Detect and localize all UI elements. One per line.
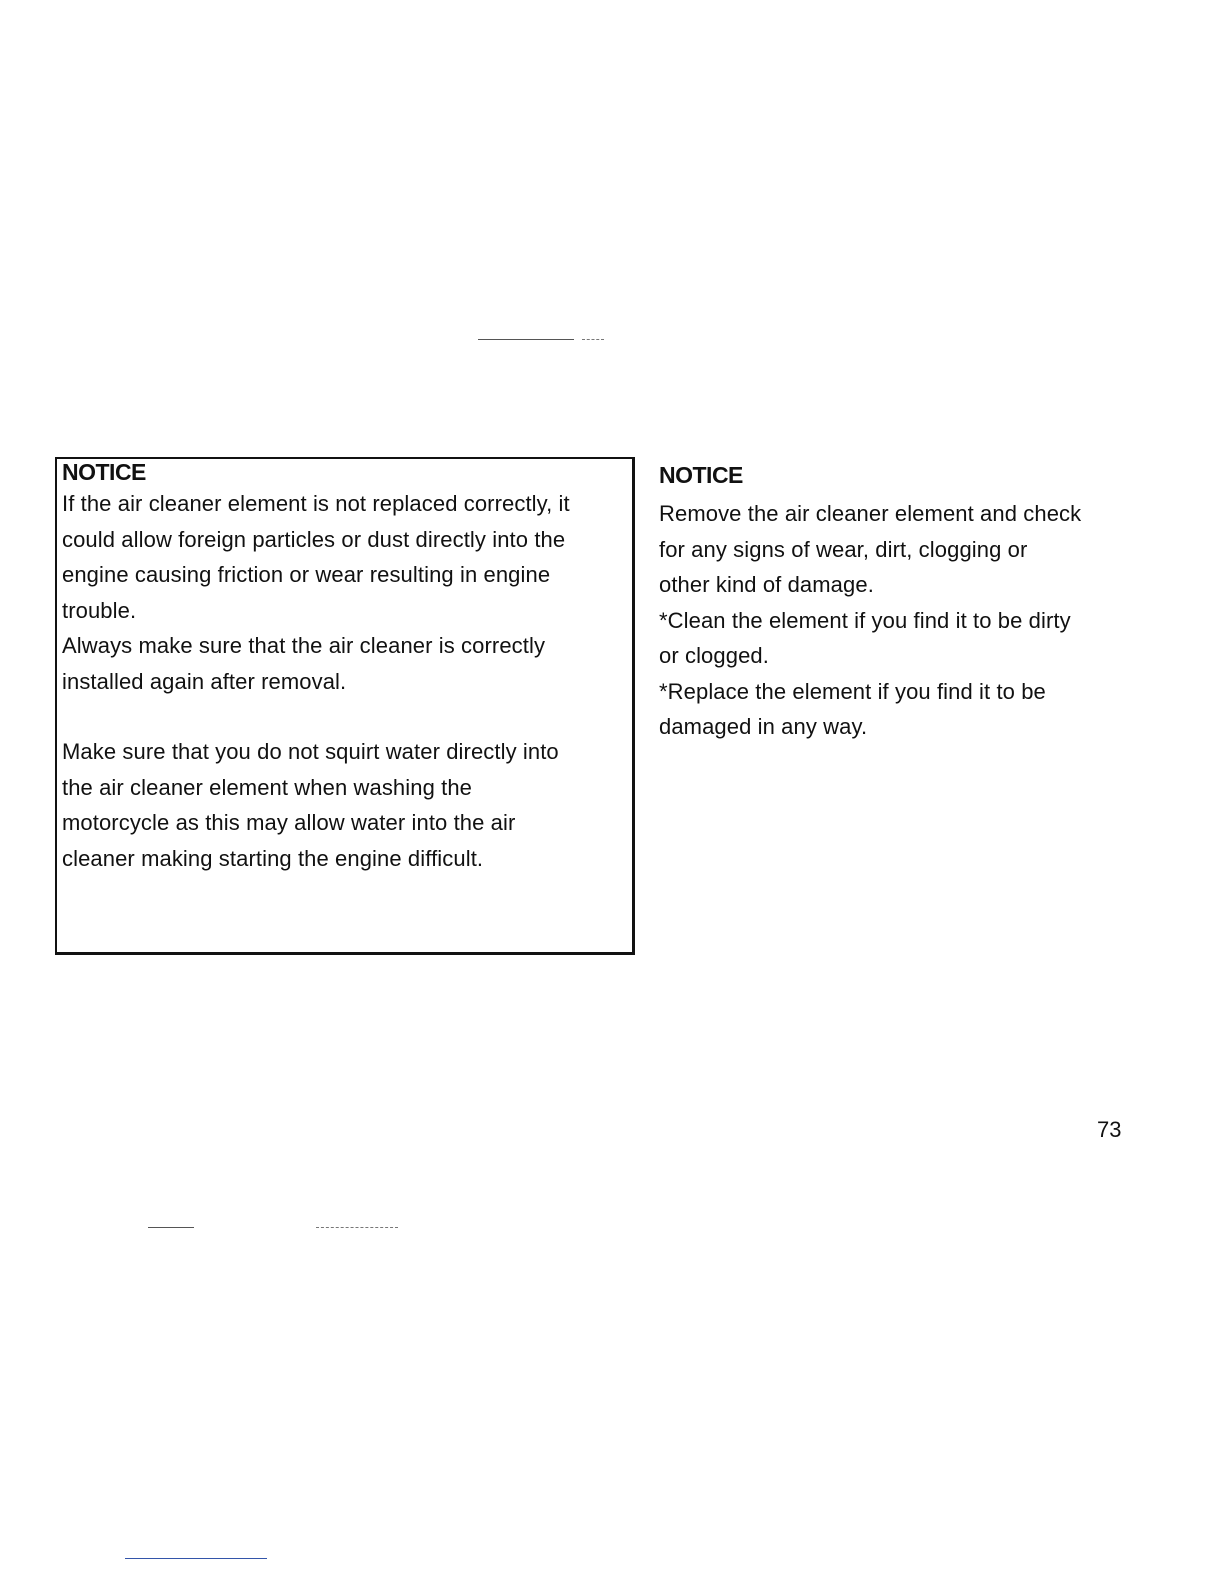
notice-line: damaged in any way. [659,714,868,739]
notice-line: installed again after removal. [62,668,347,694]
scan-artifact-line [478,339,574,340]
notice-line: other kind of damage. [659,572,874,597]
notice-line: for any signs of wear, dirt, clogging or [659,536,1028,562]
notice-title: NOTICE [659,462,743,488]
paragraph-gap [62,699,632,734]
notice-line: *Replace the element if you find it to be [659,678,1046,704]
notice-box [55,457,635,955]
notice-line: If the air cleaner element is not replaced correctly, it [62,491,570,516]
notice-line: could allow foreign particles or dust directly into the [62,526,566,552]
notice-line: engine causing friction or wear resulting in engine [62,562,551,587]
notice-line: motorcycle as this may allow water into the air [62,810,516,835]
notice-title: NOTICE [62,459,146,485]
notice-line: the air cleaner element when washing the [62,774,473,800]
right-notice [659,460,1139,745]
notice-line: *Clean the element if you find it to be dirty [659,607,1071,633]
notice-line: trouble. [62,597,137,623]
scan-artifact-line [582,339,604,340]
scan-artifact-line [125,1558,267,1559]
notice-line: Make sure that you do not squirt water directly into [62,739,559,764]
notice-line: or clogged. [659,643,769,668]
scan-artifact-line [316,1227,398,1228]
notice-line: Remove the air cleaner element and check [659,501,1082,526]
scan-artifact-line [148,1227,194,1228]
page-number: 73 [1097,1117,1122,1142]
notice-line: cleaner making starting the engine difficult. [62,845,484,871]
notice-line: Always make sure that the air cleaner is correctly [62,633,546,658]
